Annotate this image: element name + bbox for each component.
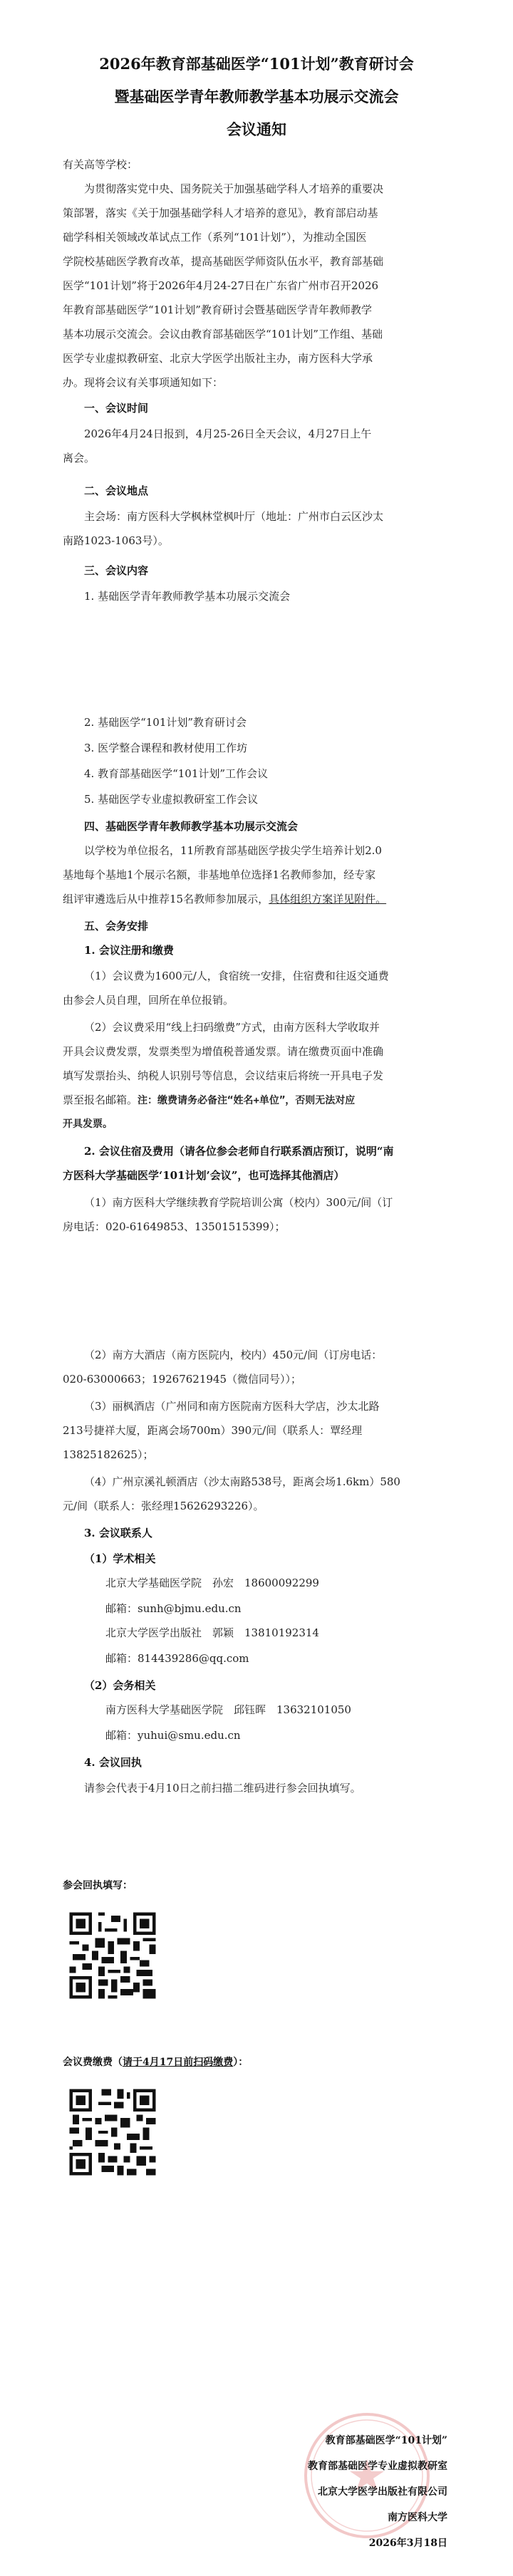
content-item: 4. 教育部基础医学“101计划”工作会议: [84, 767, 269, 780]
payment-line: [63, 1095, 355, 1106]
showcase-line: 以学校为单位报名，11所教育部基础医学拔尖学生培养计划2.0: [84, 844, 382, 857]
attachment-link[interactable]: 具体组织方案详见附件。: [269, 893, 387, 905]
signature-date: 2026年3月18日: [368, 2538, 447, 2549]
venue-line: 主会场：南方医科大学枫林堂枫叶厅（地址：广州市白云区沙太: [84, 510, 384, 523]
signature-org-smu: 南方医科大学: [388, 2512, 447, 2523]
payment-note-end: 开具发票。: [63, 1118, 113, 1130]
intro-line: 基本功展示交流会。会议由教育部基础医学“101计划”工作组、基础: [63, 328, 383, 341]
intro-line: 为贯彻落实党中央、国务院关于加强基础学科人才培养的重要决: [84, 182, 384, 195]
sub-heading-receipt: 4. 会议回执: [84, 1756, 142, 1769]
qr-payment-deadline: 请于4月17日前扫码缴费: [123, 2057, 234, 2068]
payment-line-text: 票至报名邮箱。: [63, 1094, 138, 1106]
hotel-line: （3）丽枫酒店（广州同和南方医院南方医科大学店，沙太北路: [84, 1400, 380, 1413]
notice-title-line1: 2026年教育部基础医学“101计划”教育研讨会: [99, 55, 414, 73]
section-heading-content: 三、会议内容: [84, 564, 149, 577]
qr-payment-label-end: ）：: [233, 2057, 249, 2068]
hotel-line: 020-63000663；19267621945（微信同号））；: [63, 1373, 302, 1386]
content-item: 1. 基础医学青年教师教学基本功展示交流会: [84, 590, 291, 603]
contact-line: 北京大学基础医学院 孙宏 18600092299: [105, 1577, 319, 1589]
intro-line: 医学专业虚拟教研室、北京大学医学出版社主办，南方医科大学承: [63, 352, 373, 365]
hotel-line: 213号捷祥大厦，距离会场700m）390元/间（联系人：覃经理: [63, 1424, 363, 1437]
intro-line: 年教育部基础医学“101计划”教育研讨会暨基础医学青年教师教学: [63, 303, 372, 316]
fee-line: 由参会人员自理，回所在单位报销。: [63, 994, 234, 1007]
fee-line: （1）会议费为1600元/人，食宿统一安排，住宿费和往返交通费: [84, 970, 389, 982]
venue-line: 南路1023-1063号）。: [63, 534, 169, 547]
signature-org-101: 教育部基础医学“101计划”: [325, 2435, 447, 2446]
showcase-line: [63, 894, 386, 905]
hotel-line: 元/间（联系人：张经理15626293226）。: [63, 1500, 264, 1512]
contact-line: 南方医科大学基础医学院 邱钰晖 13632101050: [105, 1703, 351, 1716]
notice-title-line2: 暨基础医学青年教师教学基本功展示交流会: [114, 88, 399, 105]
contact-email[interactable]: 邮箱：814439286@qq.com: [105, 1652, 249, 1665]
signature-org-virtual: 教育部基础医学专业虚拟教研室: [308, 2461, 447, 2472]
payment-line: 填写发票抬头、纳税人识别号等信息，会议结束后将统一开具电子发: [63, 1069, 384, 1082]
content-item: 5. 基础医学专业虚拟教研室工作会议: [84, 793, 259, 806]
signature-org-press: 北京大学医学出版社有限公司: [318, 2486, 447, 2498]
intro-line: 医学“101计划”将于2026年4月24-27日在广东省广州市召开2026: [63, 279, 379, 292]
hotel-line: （4）广州京溪礼顿酒店（沙太南路538号，距离会场1.6km）580: [84, 1475, 400, 1488]
salutation: 有关高等学校：: [63, 158, 138, 171]
contact-email[interactable]: 邮箱：yuhui@smu.edu.cn: [105, 1729, 241, 1742]
sub-heading-hotels-cont: 方医科大学基础医学‘101计划’会议”，也可选择其他酒店）: [63, 1169, 345, 1182]
contact-group-affairs: （2）会务相关: [84, 1679, 156, 1692]
intro-line: 础学科相关领域改革试点工作（系列“101计划”），为推动全国医: [63, 231, 367, 244]
qr-receipt-label: 参会回执填写：: [63, 1880, 133, 1891]
contact-line: 北京大学医学出版社 郭颖 13810192314: [105, 1626, 319, 1639]
payment-line: （2）会议费采用“线上扫码缴费”方式，由南方医科大学收取并: [84, 1021, 380, 1034]
hotel-line: 房电话：020-61649853、13501515399）；: [63, 1220, 286, 1233]
section-heading-showcase: 四、基础医学青年教师教学基本功展示交流会: [84, 820, 299, 833]
intro-line: 策部署，落实《关于加强基础学科人才培养的意见》，教育部启动基: [63, 207, 378, 219]
time-line: 2026年4月24日报到，4月25-26日全天会议，4月27日上午: [84, 427, 372, 440]
payment-line: 开具会议费发票，发票类型为增值税普通发票。请在缴费页面中准确: [63, 1045, 384, 1058]
qr-payment-label-start: 会议费缴费（: [63, 2057, 123, 2068]
sub-heading-contacts: 3. 会议联系人: [84, 1527, 152, 1539]
contact-email[interactable]: 邮箱：sunh@bjmu.edu.cn: [105, 1602, 242, 1615]
section-heading-time: 一、会议时间: [84, 402, 149, 415]
payment-note: 注：缴费请务必备注“姓名+单位”，否则无法对应: [138, 1095, 356, 1106]
content-item: 3. 医学整合课程和教材使用工作坊: [84, 742, 248, 754]
hotel-line: （2）南方大酒店（南方医院内，校内）450元/间（订房电话：: [84, 1349, 383, 1361]
sub-heading-hotels: 2. 会议住宿及费用（请各位参会老师自行联系酒店预订，说明“南: [84, 1145, 394, 1158]
qr-payment-label: [63, 2057, 248, 2067]
sub-heading-registration: 1. 会议注册和缴费: [84, 944, 174, 957]
receipt-line: 请参会代表于4月10日之前扫描二维码进行参会回执填写。: [84, 1782, 361, 1795]
showcase-line: 基地每个基地1个展示名额，非基地单位选择1名教师参加，经专家: [63, 868, 376, 881]
showcase-line-text: 组评审遴选后从中推荐15名教师参加展示，: [63, 893, 269, 905]
hotel-line: （1）南方医科大学继续教育学院培训公寓（校内）300元/间（订: [84, 1196, 393, 1209]
section-heading-logistics: 五、会务安排: [84, 920, 149, 933]
qr-code-payment[interactable]: [66, 2086, 159, 2178]
contact-group-academic: （1）学术相关: [84, 1552, 156, 1565]
content-item: 2. 基础医学“101计划”教育研讨会: [84, 716, 247, 729]
qr-code-receipt[interactable]: [66, 1909, 159, 2002]
notice-title-line3: 会议通知: [227, 120, 286, 138]
intro-line: 学院校基础医学教育改革，提高基础医学师资队伍水平，教育部基础: [63, 255, 384, 268]
time-line: 离会。: [63, 452, 95, 464]
section-heading-venue: 二、会议地点: [84, 484, 149, 497]
intro-line: 办。现将会议有关事项通知如下：: [63, 376, 224, 389]
hotel-line: 13825182625）；: [63, 1448, 154, 1461]
